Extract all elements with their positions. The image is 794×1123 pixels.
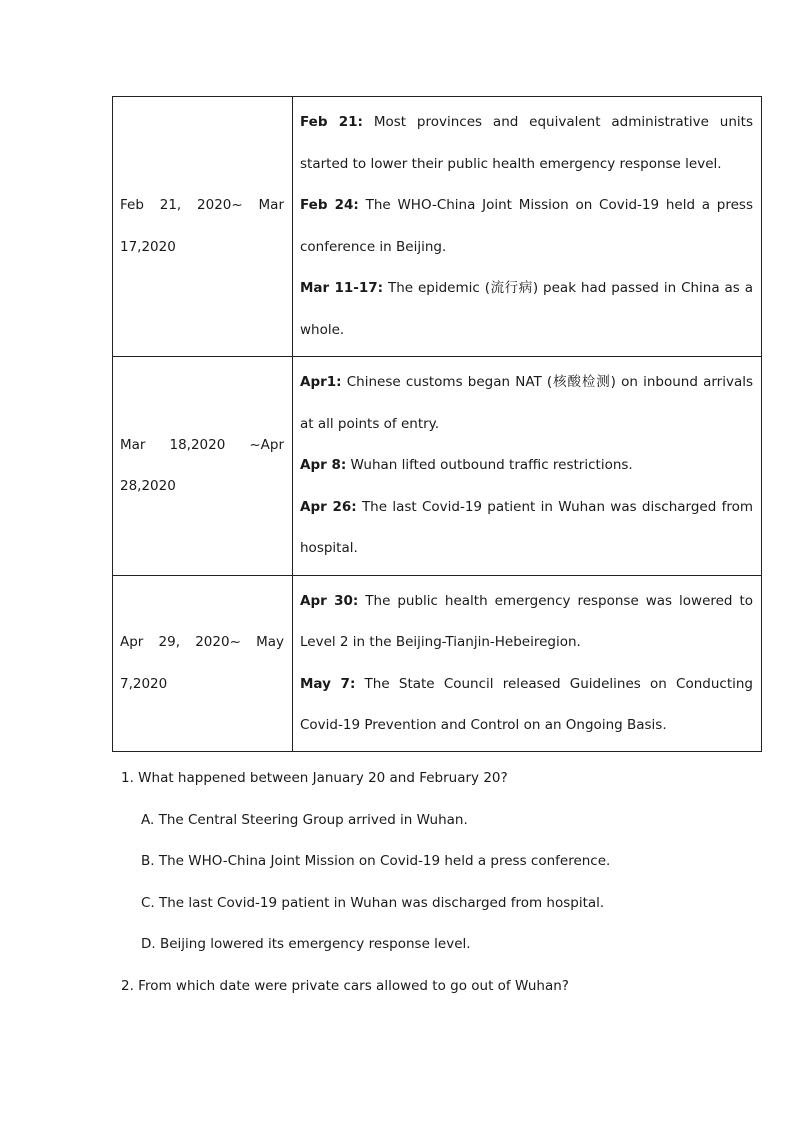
- option-a: A. The Central Steering Group arrived in Wuhan.: [141, 811, 468, 828]
- event-item: Apr 8: Wuhan lifted outbound traffic restrictions.: [300, 457, 633, 474]
- questions-section: [121, 758, 761, 1007]
- table-row: [113, 357, 762, 576]
- question-1: 1. What happened between January 20 and February 20?: [121, 770, 508, 786]
- event-item: Feb 21: Most provinces and equivalent administrative units started to lower their public health emergency response level.: [300, 114, 753, 172]
- option-b: B. The WHO-China Joint Mission on Covid-19 held a press conference.: [141, 853, 611, 869]
- period-cell: [113, 357, 293, 576]
- question-2: 2. From which date were private cars allowed to go out of Wuhan?: [121, 977, 569, 994]
- period-line: 7,2020: [120, 675, 168, 692]
- events-cell: [293, 357, 762, 576]
- period-cell: [113, 576, 293, 752]
- period-line: Mar 18,2020 ~Apr: [120, 436, 284, 453]
- event-item: Apr 30: The public health emergency response was lowered to Level 2 in the Beijing-Tianjin-Hebeiregion.: [300, 592, 754, 650]
- option-c: C. The last Covid-19 patient in Wuhan was discharged from hospital.: [141, 894, 605, 911]
- event-item: Apr 26: The last Covid-19 patient in Wuhan was discharged from hospital.: [300, 498, 753, 557]
- period-line: Feb 21, 2020~ Mar: [120, 197, 284, 213]
- period-line: 17,2020: [120, 238, 176, 255]
- period-line: 28,2020: [120, 478, 176, 494]
- table-row: [113, 97, 762, 357]
- period-line: Apr 29, 2020~ May: [120, 634, 284, 650]
- timeline-table: [112, 96, 762, 752]
- table-row: [113, 576, 762, 752]
- period-cell: [113, 97, 293, 357]
- events-cell: [293, 576, 762, 752]
- event-item: Feb 24: The WHO-China Joint Mission on Covid-19 held a press conference in Beijing.: [300, 197, 753, 255]
- event-item: Apr1: Chinese customs began NAT (核酸检测) on inbound arrivals at all points of entry.: [300, 374, 753, 432]
- event-item: May 7: The State Council released Guidelines on Conducting Covid-19 Prevention and Control on an Ongoing Basis.: [300, 675, 753, 733]
- option-d: D. Beijing lowered its emergency response level.: [141, 936, 471, 952]
- event-item: Mar 11-17: The epidemic (流行病) peak had passed in China as a whole.: [300, 280, 753, 338]
- events-cell: [293, 97, 762, 357]
